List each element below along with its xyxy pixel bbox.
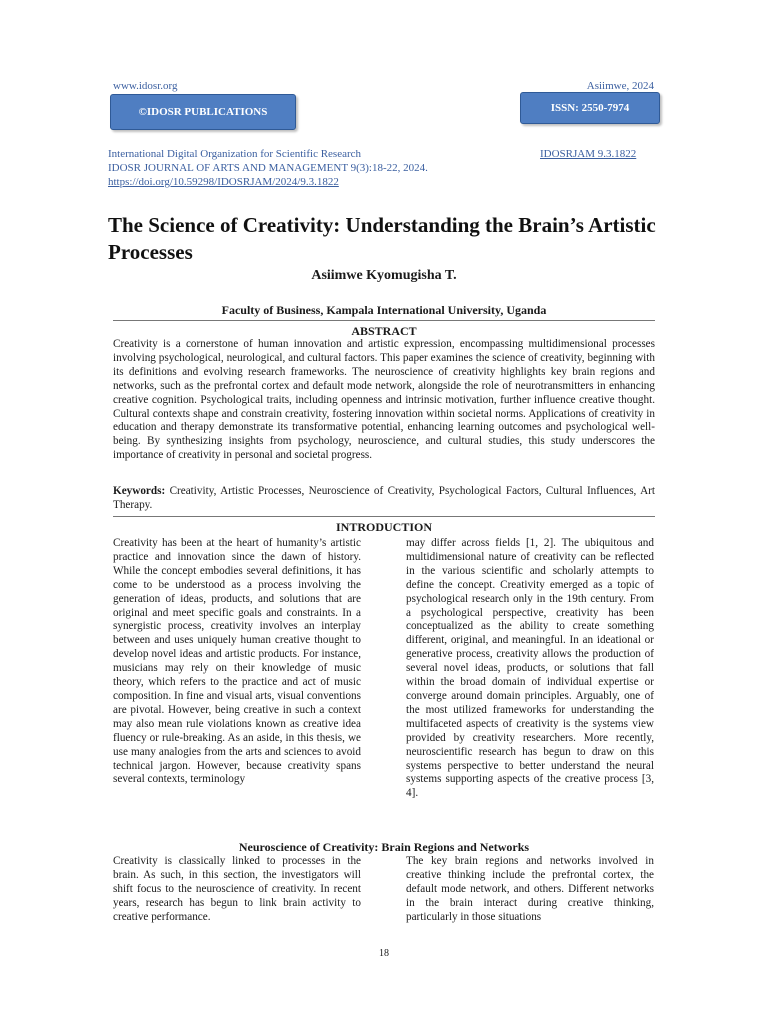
page-number: 18: [379, 948, 389, 959]
keywords-label: Keywords:: [113, 485, 166, 497]
neuroscience-left-column: Creativity is classically linked to processes in the brain. As such, in this section, the investigators will shift focus to the neuroscience of creativity. In recent years, research has begun to link brain activity to creative performance.: [113, 855, 361, 923]
introduction-left-column: Creativity has been at the heart of humanity’s artistic practice and innovation since the dawn of history. While the concept embodies several definitions, it has come to be understood as a process involving the generation of ideas, products, and solutions that are original and meet specific goals and constraints. In a synergistic process, creativity involves an interplay between and uses uniquely human creative thought to develop novel ideas and artistic products. For instance, musicians may rely on their knowledge of music theory, which refers to the practice and act of music composition. In fine and visual arts, visual conventions are pivotal. However, being creative in such a context may also mean rule violations known as creative idea fluency or rule-breaking. As an aside, in this thesis, we use many analogies from the arts and sciences to avoid technical jargon. However, because creativity spans several contexts, terminology: [113, 537, 361, 786]
author-name: Asiimwe Kyomugisha T.: [311, 268, 457, 283]
site-link[interactable]: www.idosr.org: [113, 80, 178, 92]
paper-title: The Science of Creativity: Understanding the Brain’s Artistic Processes: [108, 213, 656, 264]
doi-link[interactable]: https://doi.org/10.59298/IDOSRJAM/2024/9.3.1822: [108, 176, 339, 188]
introduction-right-column: may differ across fields [1, 2]. The ubiquitous and multidimensional nature of creativity can be reflected in the various scientific and scholarly attempts to define the concept. Creativity emerged as a topic of psychological research only in the 19th century. From a psychological perspective, creativity has been conceptualized as the ability to create something different, original, and meaningful. In an ideational or generative process, creativity allows the production of several novel ideas, products, or solutions that fall within the broad domain of individual expertise or converge around domain principles. Arguably, one of the most utilized frameworks for understanding the multifaceted aspects of creativity is the systems view provided by creativity researchers. More recently, neuroscientific research has begun to draw on this systems perspective to better understand the neural systems supporting aspects of the creative process [3, 4].: [406, 537, 654, 800]
introduction-heading: INTRODUCTION: [335, 520, 432, 534]
journal-line: IDOSR JOURNAL OF ARTS AND MANAGEMENT 9(3):18-22, 2024.: [108, 162, 428, 174]
article-code-link[interactable]: IDOSRJAM 9.3.1822: [540, 148, 637, 160]
keywords-paragraph: [113, 485, 655, 513]
divider: [113, 320, 655, 321]
publisher-badge: [110, 94, 296, 130]
running-header-author: Asiimwe, 2024: [586, 80, 654, 92]
divider: [113, 516, 655, 517]
neuroscience-right-column: The key brain regions and networks involved in creative thinking include the prefrontal cortex, the default mode network, and others. Different networks in the brain interact during creative thinking, particularly in those situations: [406, 855, 654, 923]
issn-badge-label: ISSN: 2550-7974: [550, 102, 630, 114]
abstract-body: Creativity is a cornerstone of human innovation and artistic expression, encompassing multidimensional processes involving psychological, neurological, and cultural factors. This paper examines the science of creativity, beginning with its definitions and evolving research frameworks. The neuroscience of creativity highlights key brain regions and networks, such as the prefrontal cortex and default mode network, alongside the role of neurotransmitters in enhancing creative cognition. Psychological traits, including openness and intrinsic motivation, further influence creative thought. Cultural contexts shape and constrain creativity, fostering innovation within societal norms. Applications of creativity in education and therapy demonstrate its transformative potential, enhancing learning outcomes and psychological well-being. By synthesizing insights from psychology, neuroscience, and cultural studies, this study underscores the importance of creativity in personal and societal progress.: [113, 338, 655, 462]
abstract-heading: ABSTRACT: [351, 324, 417, 338]
org-name: International Digital Organization for Scientific Research: [108, 148, 362, 160]
affiliation: Faculty of Business, Kampala International University, Uganda: [221, 303, 547, 317]
neuroscience-heading: Neuroscience of Creativity: Brain Regions and Networks: [238, 840, 530, 854]
publisher-badge-label: ©IDOSR PUBLICATIONS: [138, 106, 268, 118]
keywords-list: Creativity, Artistic Processes, Neuroscience of Creativity, Psychological Factors, Cultural Influences, Art Therapy.: [113, 485, 655, 511]
issn-badge: [520, 92, 660, 124]
